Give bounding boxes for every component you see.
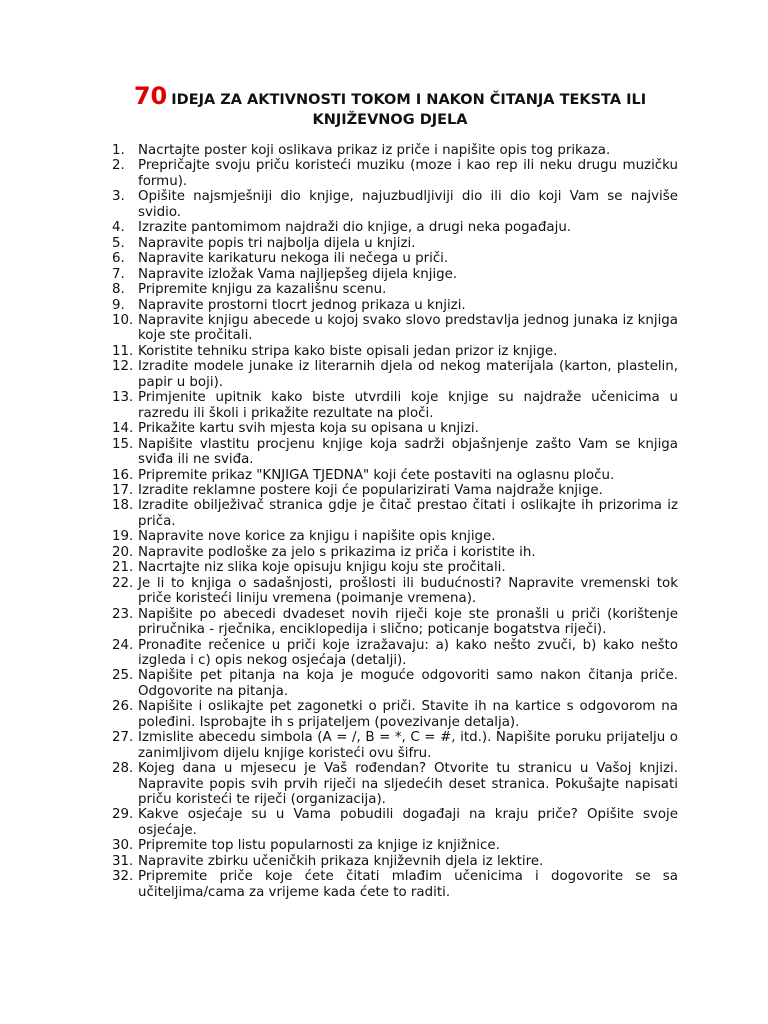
list-item <box>112 668 678 699</box>
list-item <box>112 807 678 838</box>
list-item-number: 21. <box>112 560 134 576</box>
list-item-number: 31. <box>112 853 134 869</box>
title-text-1: IDEJA ZA AKTIVNOSTI TOKOM I NAKON ČITANJA TEKSTA ILI <box>171 92 647 108</box>
list-item-text: Prikažite kartu svih mjesta koja su opisana u knjizi. <box>138 421 479 437</box>
list-item-number: 26. <box>112 699 134 715</box>
list-item <box>112 421 678 436</box>
list-item-text: Pripremite knjigu za kazališnu scenu. <box>138 282 387 298</box>
list-item-number: 32. <box>112 869 134 885</box>
list-item <box>112 313 678 344</box>
list-item-text: Pronađite rečenice u priči koje izražavaju: a) kako nešto zvuči, b) kako nešto izgleda i c) opis nekog osjećaja (detalji). <box>138 637 678 668</box>
list-item <box>112 189 678 220</box>
page-title <box>90 82 690 130</box>
list-item-number: 22. <box>112 575 134 591</box>
list-item-text: Koristite tehniku stripa kako biste opisali jedan prizor iz knjige. <box>138 343 558 359</box>
list-item-number: 30. <box>112 838 134 854</box>
list-item <box>112 282 678 297</box>
list-item <box>112 437 678 468</box>
list-item <box>112 498 678 529</box>
list-item-number: 16. <box>112 467 134 483</box>
list-item <box>112 576 678 607</box>
list-item-text: Napravite izložak Vama najljepšeg dijela knjige. <box>138 266 458 282</box>
list-item-number: 10. <box>112 312 134 328</box>
list-item-number: 18. <box>112 498 134 514</box>
list-item-number: 2. <box>112 158 125 174</box>
list-item-number: 12. <box>112 359 134 375</box>
list-item-number: 24. <box>112 637 134 653</box>
list-item-number: 23. <box>112 606 134 622</box>
list-item-number: 4. <box>112 220 125 236</box>
list-item <box>112 298 678 313</box>
list-item-text: Primjenite upitnik kako biste utvrdili koje knjige su najdraže učenicima u razredu ili školi i prikažite rezultate na ploči. <box>138 390 678 421</box>
list-item <box>112 390 678 421</box>
list-item-number: 25. <box>112 668 134 684</box>
list-item-number: 17. <box>112 482 134 498</box>
list-item-text: Napravite prostorni tlocrt jednog prikaza u knjizi. <box>138 297 466 313</box>
list-item-number: 27. <box>112 730 134 746</box>
list-item-text: Nacrtajte niz slika koje opisuju knjigu koju ste pročitali. <box>138 560 506 576</box>
list-item-text: Izradite reklamne postere koji će popularizirati Vama najdraže knjige. <box>138 482 603 498</box>
list-item-text: Napravite knjigu abecede u kojoj svako slovo predstavlja jednog junaka iz knjiga koje ste pročitali. <box>138 312 678 344</box>
list-item <box>112 838 678 853</box>
list-item <box>112 359 678 390</box>
list-item <box>112 607 678 638</box>
title-line-2: KNJIŽEVNOG DJELA <box>312 112 468 128</box>
list-item-text: Prepričajte svoju priču koristeći muziku (moze i kao rep ili neku drugu muzičku formu). <box>138 158 678 189</box>
list-item-number: 6. <box>112 251 125 267</box>
list-item-number: 5. <box>112 235 125 251</box>
list-item <box>112 158 678 189</box>
list-item <box>112 344 678 359</box>
list-item <box>112 560 678 575</box>
list-item-text: Napišite po abecedi dvadeset novih riječi koje ste pronašli u priči (korištenje priručnika - rječnika, enciklopedija i slično; poticanje bogatstva riječi). <box>138 606 678 638</box>
list-item-text: Izrazite pantomimom najdraži dio knjige, a drugi neka pogađaju. <box>138 220 572 236</box>
list-item-text: Nacrtajte poster koji oslikava prikaz iz priče i napišite opis tog prikaza. <box>138 143 611 158</box>
list-item <box>112 220 678 235</box>
list-item-number: 15. <box>112 436 134 452</box>
list-item-text: Izradite modele junake iz literarnih djela od nekog materijala (karton, plastelin, papir u boji). <box>138 359 678 390</box>
list-item-text: Napravite nove korice za knjigu i napišite opis knjige. <box>138 529 496 545</box>
title-line-1 <box>90 82 690 110</box>
list-item-number: 29. <box>112 807 134 823</box>
list-item-text: Napišite vlastitu procjenu knjige koja sadrži objašnjenje zašto Vam se knjiga sviđa ili ne sviđa. <box>138 436 678 468</box>
list-item-text: Izradite obilježivač stranica gdje je čitač prestao čitati i oslikajte ih prizorima iz priča. <box>138 498 678 529</box>
list-item-text: Napravite podloške za jelo s prikazima iz priča i koristite ih. <box>138 544 536 560</box>
list-item-number: 7. <box>112 266 125 282</box>
list-item <box>112 730 678 761</box>
list-item <box>112 869 678 900</box>
list-item-text: Napravite zbirku učeničkih prikaza književnih djela iz lektire. <box>138 853 544 869</box>
list-item-text: Kojeg dana u mjesecu je Vaš rođendan? Otvorite tu stranicu u Vašoj knjizi. Napravite popis svih prvih riječi na sljedećih deset stranica. Pokušajte napisati priču koristeći te riječi (organizacija). <box>138 761 678 808</box>
list-item <box>112 529 678 544</box>
list-item-text: Opišite najsmješniji dio knjige, najuzbudljiviji dio ili dio koji Vam se najviše svidio. <box>138 189 678 220</box>
list-item-text: Napravite popis tri najbolja dijela u knjizi. <box>138 235 416 251</box>
list-item-number: 28. <box>112 761 134 777</box>
list-item-number: 19. <box>112 529 134 545</box>
list-item-number: 8. <box>112 282 125 298</box>
list-item-number: 11. <box>112 343 134 359</box>
list-item <box>112 483 678 498</box>
list-item-number: 9. <box>112 297 125 313</box>
list-item <box>112 545 678 560</box>
list-item-text: Izmislite abecedu simbola (A = /, B = *, C = #, itd.). Napišite poruku prijatelju o zanimljivom dijelu knjige koristeći ovu šifru. <box>138 730 678 761</box>
list-item-text: Pripremite top listu popularnosti za knjige iz knjižnice. <box>138 838 500 854</box>
list-item-text: Pripremite prikaz "KNJIGA TJEDNA" koji ćete postaviti na oglasnu ploču. <box>138 467 615 483</box>
list-item <box>112 638 678 669</box>
list-item <box>112 699 678 730</box>
list-item-number: 1. <box>112 143 125 158</box>
list-item-text: Napišite i oslikajte pet zagonetki o priči. Stavite ih na kartice s odgovorom na poleđini. Isprobajte ih s prijateljem (povezivanje detalja). <box>138 699 678 730</box>
list-item <box>112 251 678 266</box>
list-item <box>112 267 678 282</box>
list-item <box>112 854 678 869</box>
list-item-text: Je li to knjiga o sadašnjosti, prošlosti ili budućnosti? Napravite vremenski tok priče koristeći liniju vremena (poimanje vremena). <box>138 575 678 607</box>
list-item-text: Napišite pet pitanja na koja je moguće odgovoriti samo nakon čitanja priče. Odgovorite na pitanja. <box>138 668 678 699</box>
list-item-text: Kakve osjećaje su u Vama pobudili događaji na kraju priče? Opišite svoje osjećaje. <box>138 807 678 838</box>
title-number: 70 <box>133 82 168 110</box>
list-item <box>112 761 678 807</box>
list-item <box>112 468 678 483</box>
list-item <box>112 236 678 251</box>
list-item-text: Pripremite priče koje ćete čitati mlađim učenicima i dogovorite se sa učiteljima/cama za vrijeme kada ćete to raditi. <box>138 869 678 900</box>
activity-list <box>112 143 678 900</box>
list-item-number: 3. <box>112 189 125 205</box>
list-item-number: 13. <box>112 390 134 406</box>
list-item-text: Napravite karikaturu nekoga ili nečega u priči. <box>138 251 449 267</box>
list-item-number: 20. <box>112 544 134 560</box>
list-item <box>112 143 678 158</box>
list-item-number: 14. <box>112 421 134 437</box>
